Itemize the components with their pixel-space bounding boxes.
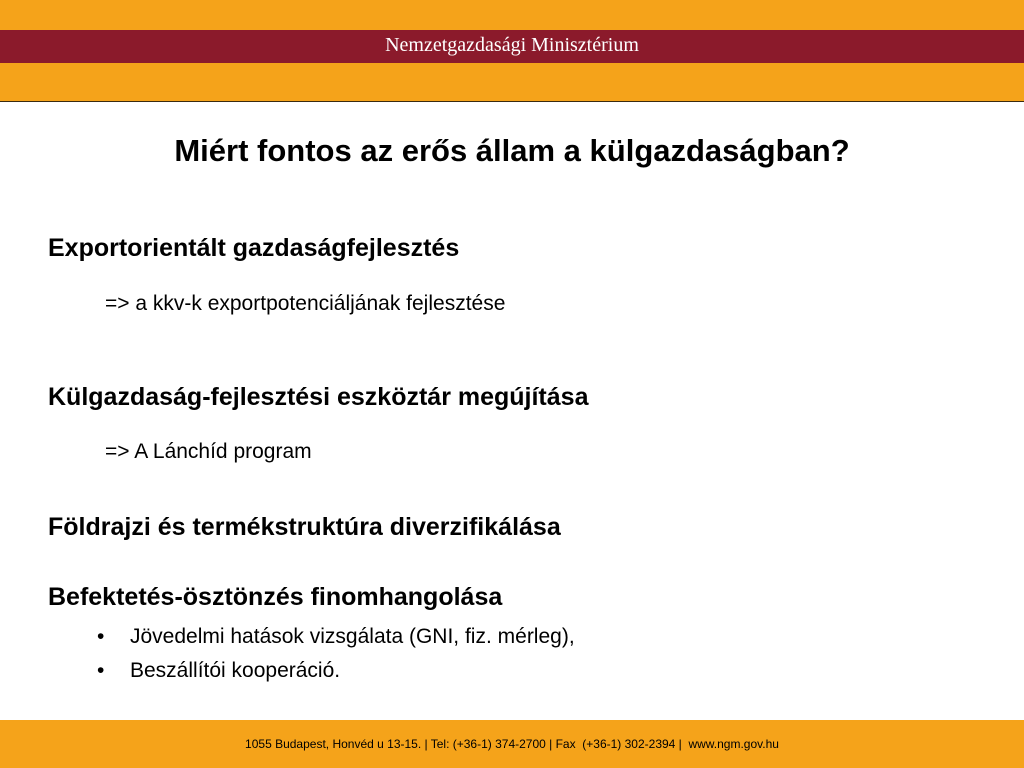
header-band [0,30,1024,63]
slide-title: Miért fontos az erős állam a külgazdaságban? [174,133,850,168]
organization-name: Nemzetgazdasági Minisztérium [385,34,639,56]
section-sub-export: => a kkv-k exportpotenciáljának fejlesztése [105,292,506,315]
section-heading-export: Exportorientált gazdaságfejlesztés [48,234,460,262]
investment-bullet-list [97,620,575,688]
section-heading-toolkit: Külgazdaság-fejlesztési eszköztár megújítása [48,383,589,411]
section-sub-toolkit: => A Lánchíd program [105,440,312,463]
footer-bar [0,720,1024,768]
list-item [97,654,575,688]
bullet-icon: • [97,659,105,682]
bullet-icon: • [97,625,105,648]
bullet-text: Beszállítói kooperáció. [130,659,341,682]
section-heading-diversification: Földrajzi és termékstruktúra diverzifikálása [48,513,561,541]
list-item [97,620,575,654]
footer-contact-text: 1055 Budapest, Honvéd u 13-15. | Tel: (+36-1) 374-2700 | Fax (+36-1) 302-2394 | www.ngm.gov.hu [245,737,779,751]
section-heading-investment: Befektetés-ösztönzés finomhangolása [48,583,503,611]
bullet-text: Jövedelmi hatások vizsgálata (GNI, fiz. mérleg), [130,625,575,648]
